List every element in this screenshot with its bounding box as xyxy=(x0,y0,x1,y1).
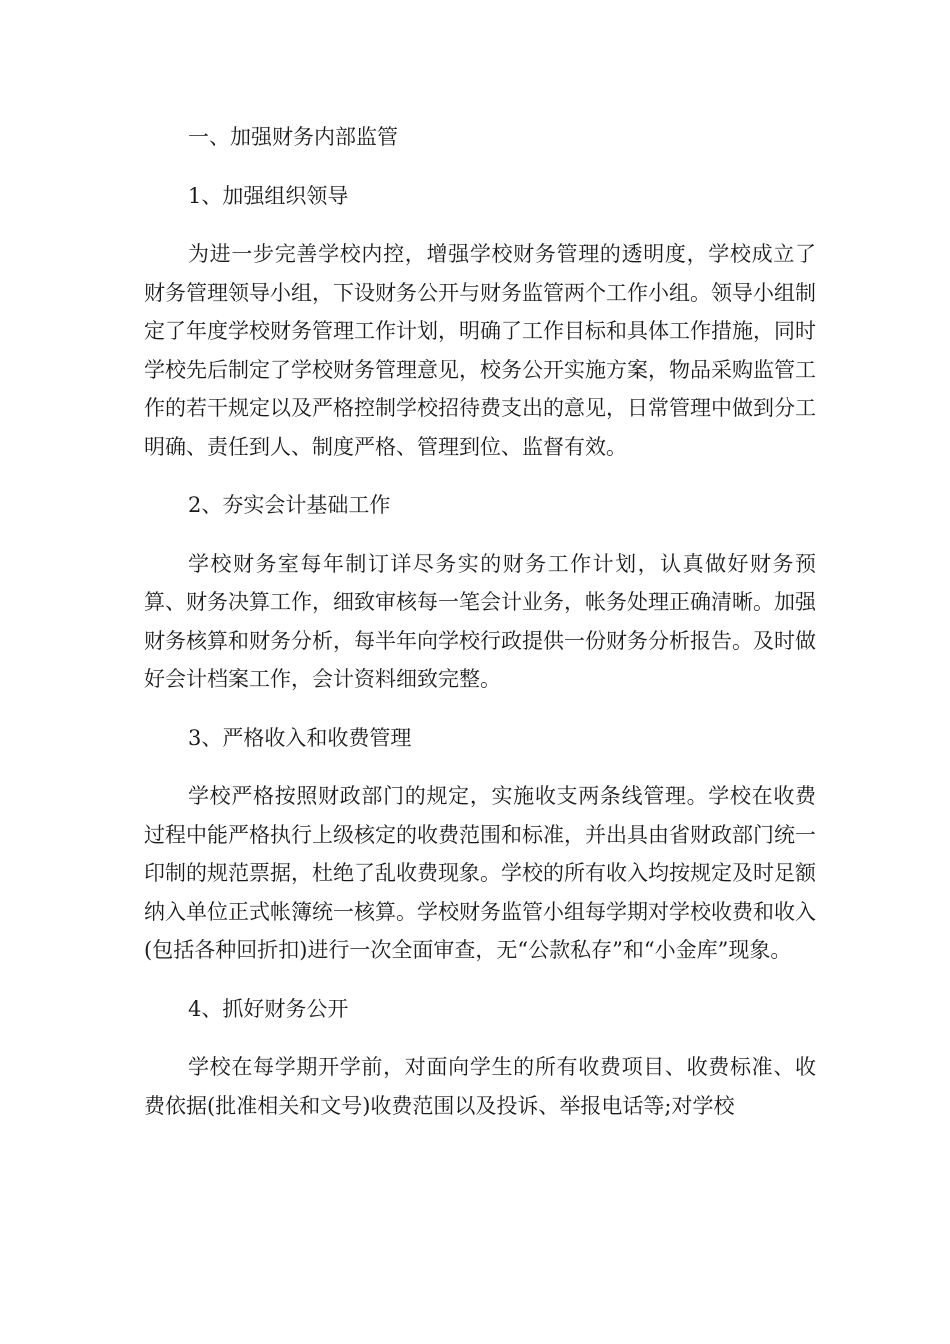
section-paragraph-4: 学校在每学期开学前，对面向学生的所有收费项目、收费标准、收费依据(批准相关和文号)收费范围以及投诉、举报电话等;对学校 xyxy=(144,1055,816,1118)
document-title: 一、加强财务内部监管 xyxy=(188,125,398,149)
section-paragraph-1: 为进一步完善学校内控，增强学校财务管理的透明度，学校成立了财务管理领导小组，下设财务公开与财务监管两个工作小组。领导小组制定了年度学校财务管理工作计划，明确了工作目标和具体工作措施，同时学校先后制定了学校财务管理意见，校务公开实施方案，物品采购监管工作的若干规定以及严格控制学校招待费支出的意见，日常管理中做到分工明确、责任到人、制度严格、管理到位、监督有效。 xyxy=(144,242,816,459)
document-body xyxy=(144,118,816,1145)
section-paragraph-2: 学校财务室每年制订详尽务实的财务工作计划，认真做好财务预算、财务决算工作，细致审核每一笔会计业务，帐务处理正确清晰。加强财务核算和财务分析，每半年向学校行政提供一份财务分析报告。及时做好会计档案工作，会计资料细致完整。 xyxy=(144,551,816,691)
section-paragraph-3: 学校严格按照财政部门的规定，实施收支两条线管理。学校在收费过程中能严格执行上级核定的收费范围和标准，并出具由省财政部门统一印制的规范票据，杜绝了乱收费现象。学校的所有收入均按规定及时足额纳入单位正式帐簿统一核算。学校财务监管小组每学期对学校收费和收入(包括各种回折扣)进行一次全面审查，无“公款私存”和“小金库”现象。 xyxy=(144,784,816,962)
section-heading-3: 3、严格收入和收费管理 xyxy=(188,725,412,750)
section-heading-1: 1、加强组织领导 xyxy=(188,183,349,208)
section-heading-4: 4、抓好财务公开 xyxy=(188,996,349,1021)
section-heading-2: 2、夯实会计基础工作 xyxy=(188,493,391,517)
